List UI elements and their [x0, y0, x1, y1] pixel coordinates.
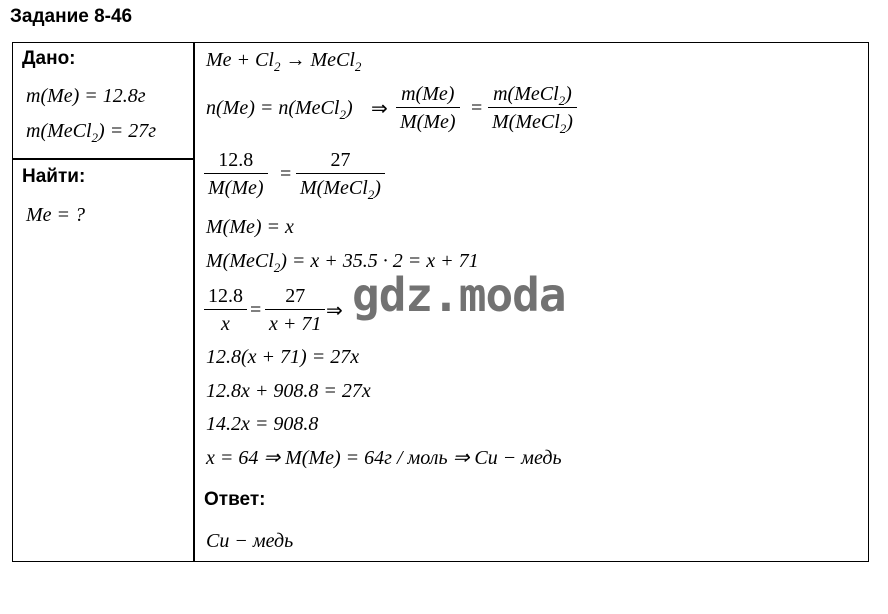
implies-arrow: ⇒ — [371, 96, 388, 120]
given-mass-chloride: m(MeCl$_2$) = 27г — [26, 120, 157, 145]
answer-value: Cu − медь — [206, 530, 294, 552]
task-heading: Задание 8-46 — [10, 6, 133, 27]
fraction-mass-molar-chloride: m(MeCl$_2$) M(MeCl$_2$) — [488, 84, 577, 132]
fraction-mass-molar-metal: $\frac{m(Me)}{M(Me)}$ — [396, 84, 460, 132]
equation-step-3: 14.2x = 908.8 — [206, 413, 319, 435]
reaction-equation: $Me + Cl_2$ → MeCl$_2$ — [206, 49, 362, 74]
answer-label: Ответ: — [204, 489, 266, 510]
result-line: x = 64 ⇒ M(Me) = 64г / моль ⇒ Cu − медь — [206, 447, 562, 469]
given-label: Дано: — [22, 48, 76, 69]
find-value: Me = ? — [26, 204, 86, 226]
column-divider — [193, 42, 195, 562]
moles-equality: n(Me) = n(MeCl$_2$) — [206, 97, 353, 122]
molar-mass-chloride-eq: M(MeCl$_2$) = x + 35.5 · 2 = x + 71 — [206, 250, 479, 275]
molar-mass-metal-eq: M(Me) = x — [206, 216, 294, 238]
watermark: gdz.moda — [352, 268, 566, 322]
fraction-27-over-molar-chloride: 27 M(MeCl$_2$) — [296, 150, 385, 198]
given-find-divider — [12, 158, 194, 160]
equation-step-1: 12.8(x + 71) = 27x — [206, 346, 360, 368]
given-mass-metal: m(Me) = 12.8г — [26, 85, 146, 107]
equals-sign: = — [250, 299, 262, 321]
equation-step-2: 12.8x + 908.8 = 27x — [206, 380, 371, 402]
equals-sign: = — [280, 163, 292, 185]
equals-sign: = — [471, 97, 483, 119]
fraction-12-8-over-molar-metal: $\frac{12.8}{M(Me)}$ — [204, 150, 268, 198]
fraction-12-8-over-x: $\frac{12.8}{x}$ — [204, 286, 247, 334]
find-label: Найти: — [22, 166, 86, 187]
fraction-27-over-x-plus-71: $\frac{27}{x + 71}$ — [265, 286, 325, 334]
implies-arrow: ⇒ — [326, 298, 343, 322]
